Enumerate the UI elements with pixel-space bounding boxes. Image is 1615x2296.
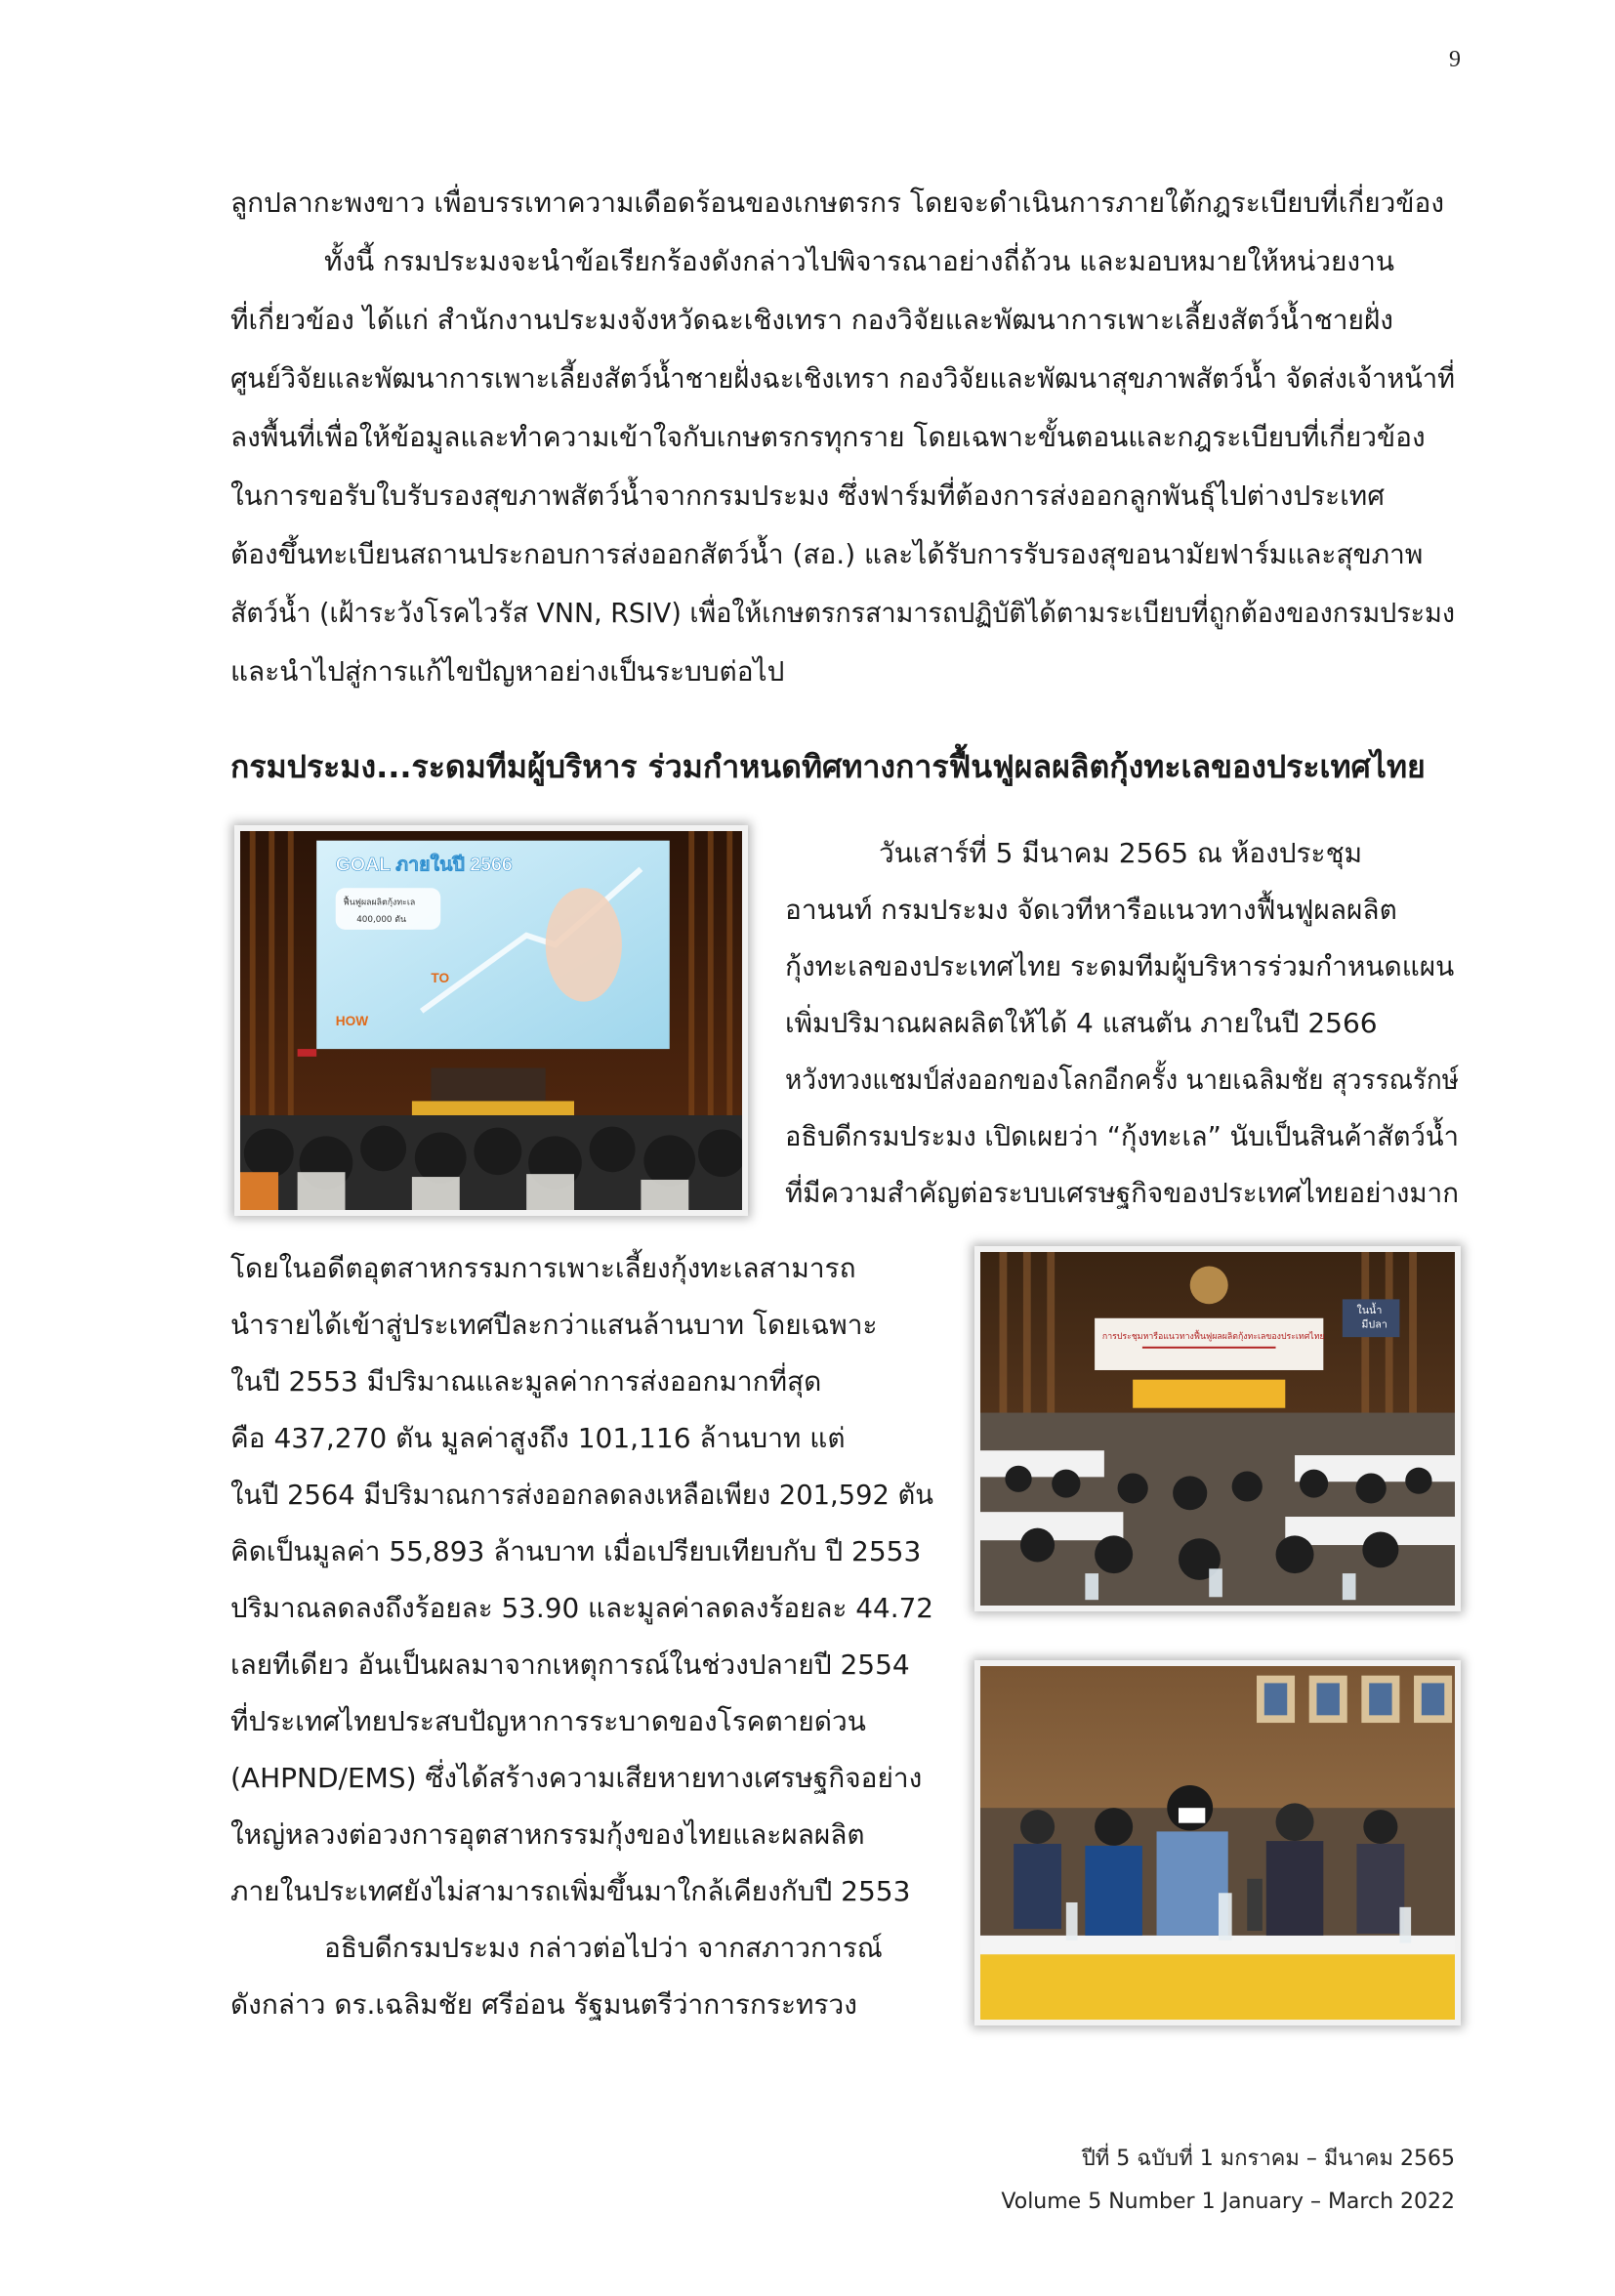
photo-meeting-presentation bbox=[234, 825, 748, 1216]
text-line: ที่มีความสำคัญต่อระบบเศรษฐกิจของประเทศไทยอย่างมาก bbox=[785, 1177, 1459, 1209]
wall-text: ในน้ำ bbox=[1356, 1303, 1383, 1316]
slide-word: TO bbox=[431, 971, 450, 986]
body-paragraph bbox=[230, 232, 1455, 701]
text-line: นำรายได้เข้าสู่ประเทศปีละกว่าแสนล้านบาท โดยเฉพาะ bbox=[230, 1309, 878, 1341]
text-line: อธิบดีกรมประมง เปิดเผยว่า “กุ้งทะเล” นับเป็นสินค้าสัตว์น้ำ bbox=[785, 1120, 1459, 1152]
attendees-image bbox=[980, 1666, 1455, 2020]
text-line: และนำไปสู่การแก้ไขปัญหาอย่างเป็นระบบต่อไป bbox=[230, 655, 785, 688]
text-line: หวังทวงแชมป์ส่งออกของโลกอีกครั้ง นายเฉลิมชัย สุวรรณรักษ์ bbox=[785, 1064, 1459, 1096]
text-line: ในปี 2553 มีปริมาณและมูลค่าการส่งออกมากที่สุด bbox=[230, 1365, 822, 1398]
footer-issue-english: Volume 5 Number 1 January – March 2022 bbox=[1001, 2190, 1455, 2214]
text-line: ดังกล่าว ดร.เฉลิมชัย ศรีอ่อน รัฐมนตรีว่าการกระทรวง bbox=[230, 1988, 857, 2021]
page-number: 9 bbox=[1449, 47, 1461, 72]
text-line: ทั้งนี้ กรมประมงจะนำข้อเรียกร้องดังกล่าวไปพิจารณาอย่างถี่ถ้วน และมอบหมายให้หน่วยงาน bbox=[324, 245, 1394, 277]
text-line: อธิบดีกรมประมง กล่าวต่อไปว่า จากสภาวการณ์ bbox=[324, 1932, 883, 1964]
slide-title: GOAL ภายในปี 2566 bbox=[335, 854, 513, 876]
slide-subtitle: ฟื้นฟูผลผลิตกุ้งทะเล bbox=[343, 898, 416, 908]
text-line: ภายในประเทศยังไม่สามารถเพิ่มขึ้นมาใกล้เคียงกับปี 2553 bbox=[230, 1875, 911, 1907]
text-line: สัตว์น้ำ (เฝ้าระวังโรคไวรัส VNN, RSIV) เพื่อให้เกษตรกรสามารถปฏิบัติได้ตามระเบียบที่ถูกต้องของกรมประมง bbox=[230, 597, 1455, 629]
photo-attendees bbox=[974, 1660, 1461, 2025]
right-column-text bbox=[785, 825, 1459, 1222]
text-line: (AHPND/EMS) ซึ่งได้สร้างความเสียหายทางเศรษฐกิจอย่าง bbox=[230, 1762, 923, 1794]
text-line: คือ 437,270 ตัน มูลค่าสูงถึง 101,116 ล้านบาท แต่ bbox=[230, 1422, 846, 1454]
text-line: กุ้งทะเลของประเทศไทย ระดมทีมผู้บริหารร่วมกำหนดแผน bbox=[785, 950, 1455, 982]
meeting-hall-image bbox=[980, 1252, 1455, 1606]
wall-text: มีปลา bbox=[1361, 1317, 1387, 1331]
left-column-text bbox=[230, 1240, 933, 2033]
text-line: ที่เกี่ยวข้อง ได้แก่ สำนักงานประมงจังหวัดฉะเชิงเทรา กองวิจัยและพัฒนาการเพาะเลี้ยงสัตว์น้ำชายฝั่ง bbox=[230, 304, 1393, 336]
footer-issue-thai: ปีที่ 5 ฉบับที่ 1 มกราคม – มีนาคม 2565 bbox=[1081, 2147, 1455, 2171]
text-line: เพิ่มปริมาณผลผลิตให้ได้ 4 แสนตัน ภายในปี 2566 bbox=[785, 1007, 1378, 1039]
slide-amount: 400,000 ตัน bbox=[356, 915, 407, 926]
text-line: คิดเป็นมูลค่า 55,893 ล้านบาท เมื่อเปรียบเทียบกับ ปี 2553 bbox=[230, 1535, 922, 1567]
text-line: ศูนย์วิจัยและพัฒนาการเพาะเลี้ยงสัตว์น้ำชายฝั่งฉะเชิงเทรา กองวิจัยและพัฒนาสุขภาพสัตว์น้ำ จัดส่งเจ้าหน้าที่ bbox=[230, 362, 1455, 395]
text-line: ต้องขึ้นทะเบียนสถานประกอบการส่งออกสัตว์น้ำ (สอ.) และได้รับการรับรองสุขอนามัยฟาร์มและสุขภาพ bbox=[230, 538, 1424, 570]
intro-paragraph bbox=[230, 174, 1455, 232]
section-heading: กรมประมง...ระดมทีมผู้บริหาร ร่วมกำหนดทิศทางการฟื้นฟูผลผลิตกุ้งทะเลของประเทศไทย bbox=[230, 748, 1426, 785]
text-line: ในปี 2564 มีปริมาณการส่งออกลดลงเหลือเพียง 201,592 ตัน bbox=[230, 1479, 933, 1511]
banner-text: การประชุมหารือแนวทางฟื้นฟูผลผลิตกุ้งทะเลของประเทศไทย bbox=[1101, 1332, 1325, 1343]
text-line: วันเสาร์ที่ 5 มีนาคม 2565 ณ ห้องประชุม bbox=[879, 837, 1363, 869]
text-line: ปริมาณลดลงถึงร้อยละ 53.90 และมูลค่าลดลงร้อยละ 44.72 bbox=[230, 1592, 933, 1624]
slide-word: HOW bbox=[335, 1013, 369, 1028]
photo-meeting-hall bbox=[974, 1246, 1461, 1611]
text-line: โดยในอดีตอุตสาหกรรมการเพาะเลี้ยงกุ้งทะเลสามารถ bbox=[230, 1252, 856, 1284]
text-line: ที่ประเทศไทยประสบปัญหาการระบาดของโรคตายด่วน bbox=[230, 1705, 866, 1737]
text-line: ลงพื้นที่เพื่อให้ข้อมูลและทำความเข้าใจกับเกษตรกรทุกราย โดยเฉพาะขั้นตอนและกฎระเบียบที่เกี่ยวข้อง bbox=[230, 421, 1426, 453]
text-line: เลยทีเดียว อันเป็นผลมาจากเหตุการณ์ในช่วงปลายปี 2554 bbox=[230, 1649, 910, 1681]
text-line: ลูกปลากะพงขาว เพื่อบรรเทาความเดือดร้อนของเกษตรกร โดยจะดำเนินการภายใต้กฎระเบียบที่เกี่ยวข้อง bbox=[230, 187, 1445, 219]
text-line: อานนท์ กรมประมง จัดเวทีหารือแนวทางฟื้นฟูผลผลิต bbox=[785, 894, 1397, 926]
text-line: ใหญ่หลวงต่อวงการอุตสาหกรรมกุ้งของไทยและผลผลิต bbox=[230, 1818, 865, 1851]
text-line: ในการขอรับใบรับรองสุขภาพสัตว์น้ำจากกรมประมง ซึ่งฟาร์มที่ต้องการส่งออกลูกพันธุ์ไปต่างประเทศ bbox=[230, 480, 1386, 512]
meeting-photo-image bbox=[240, 831, 742, 1210]
